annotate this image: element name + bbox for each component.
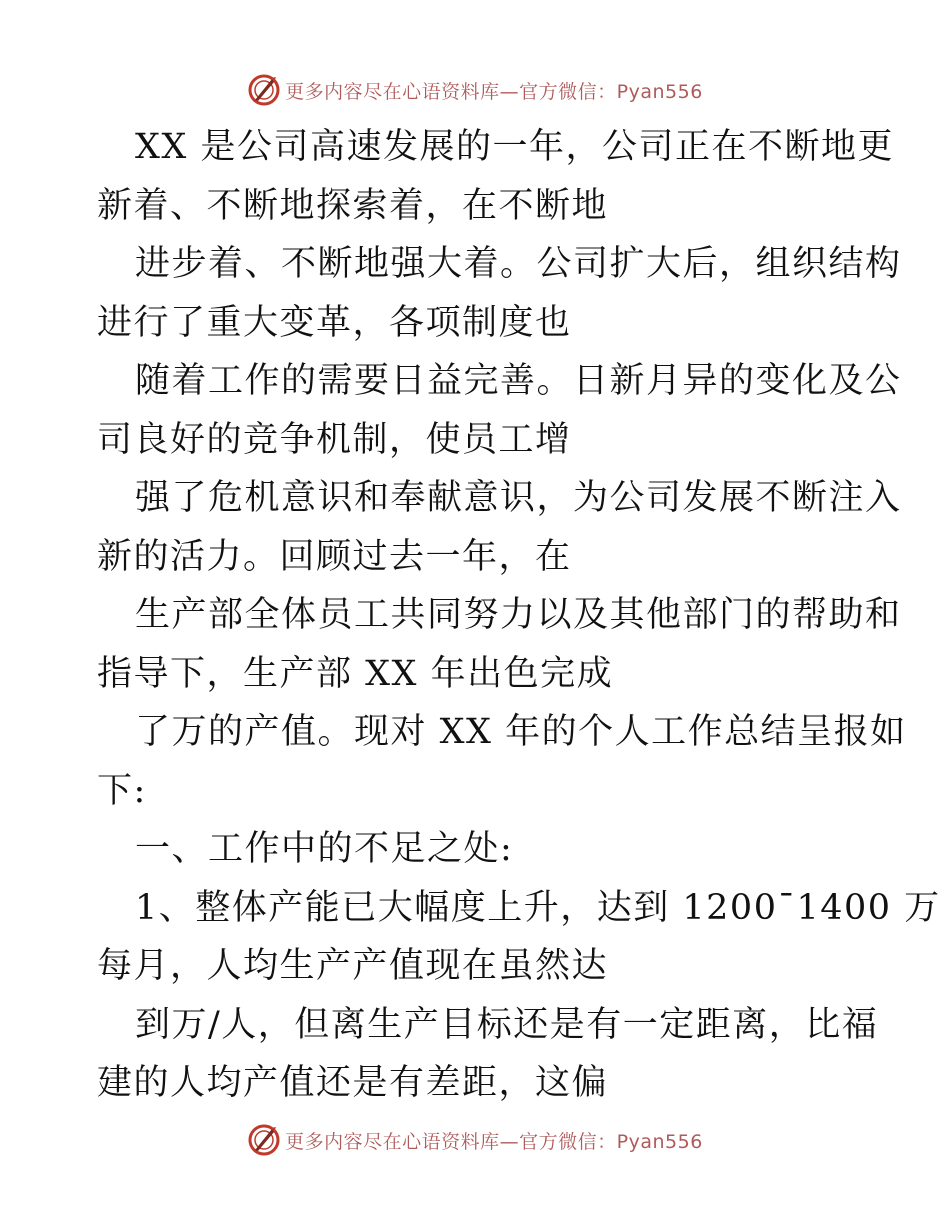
footer-banner	[0, 1118, 950, 1162]
quill-logo-icon	[247, 1123, 281, 1157]
body-line: 指导下，生产部 XX 年出色完成	[97, 653, 614, 694]
body-line: 强了危机意识和奉献意识，为公司发展不断注入	[135, 478, 902, 518]
banner-text: 更多内容尽在心语资料库—官方微信：Pyan556	[285, 80, 703, 103]
section-heading: 一、工作中的不足之处:	[135, 829, 514, 869]
quill-logo-icon	[247, 73, 281, 107]
banner-text: 更多内容尽在心语资料库—官方微信：Pyan556	[285, 1130, 703, 1153]
body-line: 随着工作的需要日益完善。日新月异的变化及公	[135, 361, 902, 401]
body-line: 到万/人，但离生产目标还是有一定距离，比福	[135, 1004, 879, 1045]
body-line: XX 是公司高速发展的一年，公司正在不断地更	[135, 127, 894, 167]
body-line: 每月，人均生产产值现在虽然达	[97, 946, 609, 986]
body-line: 进行了重大变革，各项制度也	[97, 302, 572, 343]
body-line: 下:	[97, 770, 147, 811]
body-line: 建的人均产值还是有差距，这偏	[97, 1063, 609, 1103]
body-line: 生产部全体员工共同努力以及其他部门的帮助和	[135, 595, 902, 635]
document-body	[97, 118, 941, 1113]
body-line: 司良好的竞争机制，使员工增	[97, 419, 572, 460]
body-line: 新着、不断地探索着，在不断地	[97, 185, 609, 226]
header-banner	[0, 68, 950, 112]
body-line: 1、整体产能已大幅度上升，达到 1200¯1400 万	[135, 887, 941, 928]
body-line: 新的活力。回顾过去一年，在	[97, 536, 572, 577]
body-line: 了万的产值。现对 XX 年的个人工作总结呈报如	[135, 712, 907, 752]
body-line: 进步着、不断地强大着。公司扩大后，组织结构	[135, 244, 902, 284]
